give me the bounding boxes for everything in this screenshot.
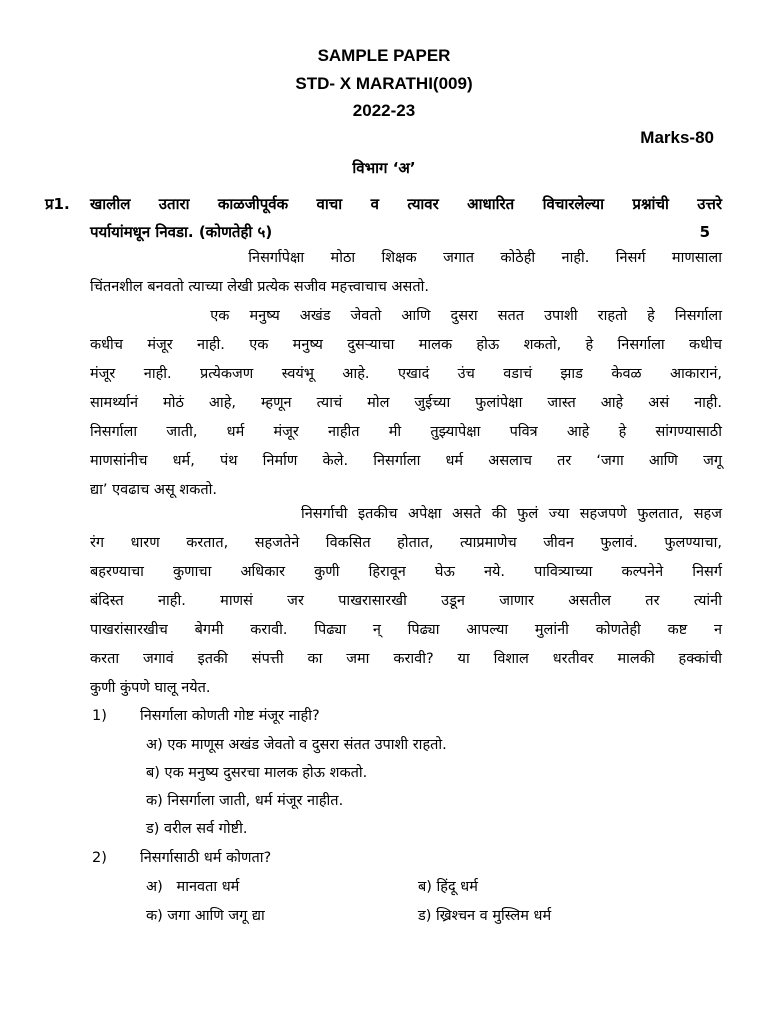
passage-line: मंजूर नाही. प्रत्येकजण स्वयंभू आहे. एखादं उंच वडाचं झाड केवळ आकारानं, xyxy=(90,366,722,382)
passage-line: बंदिस्त नाही. माणसं जर पाखरासारखी उडून जाणार असतील तर त्यांनी xyxy=(90,593,722,609)
passage-line: निसर्गाला जाती, धर्म मंजूर नाहीत मी तुझ्यापेक्षा पवित्र आहे हे सांगण्यासाठी xyxy=(90,424,722,440)
instruction-line-with-marks xyxy=(90,218,722,246)
passage-line: एक मनुष्य अखंड जेवतो आणि दुसरा सतत उपाशी राहतो हे निसर्गाला xyxy=(90,308,722,324)
passage-line: द्या’ एवढाच असू शकतो. xyxy=(90,482,218,498)
subquestion-1-option-d: ड) वरील सर्व गोष्टी. xyxy=(146,821,248,837)
subquestion-2-number: 2) xyxy=(92,850,107,866)
subquestion-1-text: निसर्गाला कोणती गोष्ट मंजूर नाही? xyxy=(140,708,320,724)
subquestion-2-option-b: ब) हिंदू धर्म xyxy=(418,879,478,895)
total-marks: Marks-80 xyxy=(640,128,714,147)
passage-line: निसर्गाची इतकीच अपेक्षा असते की फुलं ज्या सहजपणे फुलतात, सहज xyxy=(90,506,722,522)
question-number: प्र1. xyxy=(45,195,70,213)
subquestion-1-option-b: ब) एक मनुष्य दुसरचा मालक होऊ शकतो. xyxy=(146,765,368,781)
passage-line: माणसांनीच धर्म, पंथ निर्माण केले. निसर्गाला धर्म असलाच तर ‘जगा आणि जगू xyxy=(90,453,722,469)
instruction-line: खालील उतारा काळजीपूर्वक वाचा व त्यावर आधारित विचारलेल्या प्रश्नांची उत्तरे xyxy=(90,195,722,213)
passage-line: पाखरांसारखीच बेगमी करावी. पिढ्या न् पिढ्या आपल्या मुलांनी कोणतेही कष्ट न xyxy=(90,622,722,638)
subquestion-2-option-c: क) जगा आणि जगू द्या xyxy=(146,908,265,924)
passage-paragraph-2 xyxy=(90,302,722,505)
subquestion-1-option-c: क) निसर्गाला जाती, धर्म मंजूर नाहीत. xyxy=(146,793,344,809)
subquestion-2-text: निसर्गासाठी धर्म कोणता? xyxy=(140,850,272,866)
class-subject: STD- X MARATHI(009) xyxy=(295,74,473,93)
passage-line: रंग धारण करतात, सहजतेने विकसित होतात, त्याप्रमाणेच जीवन फुलावं. फुलण्याचा, xyxy=(90,535,722,551)
passage-line: निसर्गापेक्षा मोठा शिक्षक जगात कोठेही नाही. निसर्ग माणसाला xyxy=(90,250,722,266)
exam-year: 2022-23 xyxy=(352,101,416,120)
subquestion-1-number: 1) xyxy=(92,708,107,724)
subquestion-1-option-a: अ) एक माणूस अखंड जेवतो व दुसरा संतत उपाशी राहतो. xyxy=(146,737,447,753)
paper-title: SAMPLE PAPER xyxy=(317,46,451,65)
passage-line: कुणी कुंपणे घालू नयेत. xyxy=(90,680,211,696)
passage-line: करता जगावं इतकी संपत्ती का जमा करावी? या विशाल धरतीवर मालकी हक्कांची xyxy=(90,651,722,667)
question-marks: 5 xyxy=(699,223,710,241)
passage-line: बहरण्याचा कुणाचा अधिकार कुणी हिरावून घेऊ नये. पावित्र्याच्या कल्पनेने निसर्ग xyxy=(90,564,722,580)
section-title: विभाग ‘अ’ xyxy=(352,159,416,177)
passage-paragraph-1 xyxy=(90,244,722,302)
passage-line: कधीच मंजूर नाही. एक मनुष्य दुसऱ्याचा मालक होऊ शकतो, हे निसर्गाला कधीच xyxy=(90,337,722,353)
passage-paragraph-3 xyxy=(90,500,722,703)
passage-line: चिंतनशील बनवतो त्याच्या लेखी प्रत्येक सजीव महत्त्वाचाच असतो. xyxy=(90,279,429,295)
subquestion-2-option-d: ड) ख्रिश्चन व मुस्लिम धर्म xyxy=(418,908,552,924)
subquestion-2-option-a: अ) मानवता धर्म xyxy=(146,879,240,895)
question-instruction xyxy=(90,190,722,246)
passage-line: सामर्थ्यानं मोठं आहे, म्हणून त्याचं मोल जुईच्या फुलांपेक्षा जास्त आहे असं नाही. xyxy=(90,395,722,411)
instruction-line: पर्यायांमधून निवडा. (कोणतेही ५) xyxy=(90,223,273,241)
